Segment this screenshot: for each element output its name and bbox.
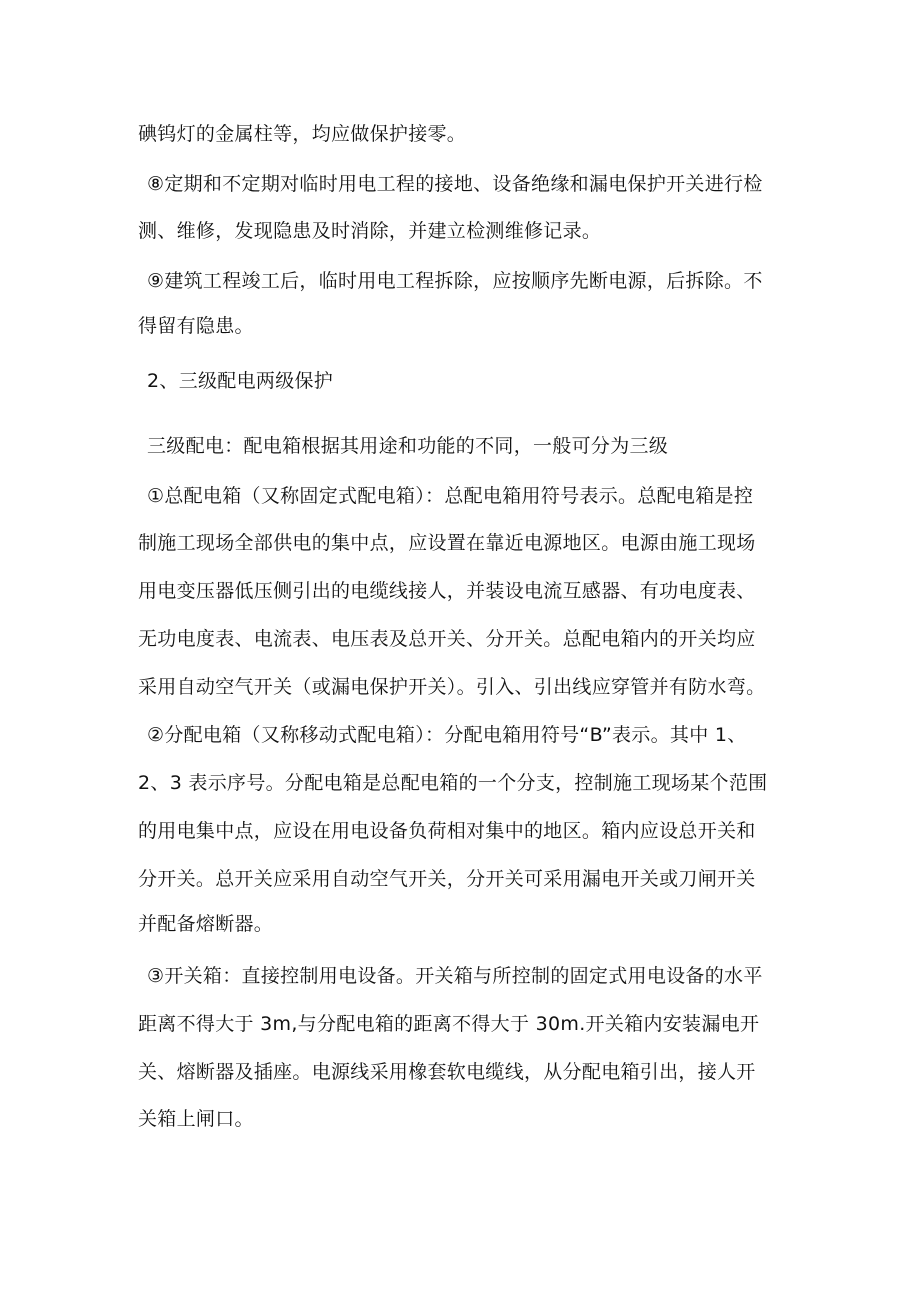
section-heading: 2、三级配电两级保护 bbox=[147, 370, 334, 392]
text-line: 关箱上闸口。 bbox=[138, 1108, 254, 1130]
text-line: 制施工现场全部供电的集中点，应设置在靠近电源地区。电源由施工现场 bbox=[138, 532, 756, 554]
text-line: 用电变压器低压侧引出的电缆线接人，并装设电流互感器、有功电度表、 bbox=[138, 580, 756, 602]
text-line: 2、3 表示序号。分配电箱是总配电箱的一个分支，控制施工现场某个范围 bbox=[138, 772, 768, 794]
text-line: 测、维修，发现隐患及时消除，并建立检测维修记录。 bbox=[138, 220, 602, 242]
text-line: 采用自动空气开关（或漏电保护开关）。引入、引出线应穿管并有防水弯。 bbox=[138, 676, 766, 698]
text-line: ⑧定期和不定期对临时用电工程的接地、设备绝缘和漏电保护开关进行检 bbox=[147, 173, 763, 195]
text-line: 分开关。总开关应采用自动空气开关，分开关可采用漏电开关或刀闸开关 bbox=[138, 868, 756, 890]
text-line: 三级配电：配电箱根据其用途和功能的不同，一般可分为三级 bbox=[147, 435, 669, 457]
text-line: 得留有隐患。 bbox=[138, 315, 254, 337]
text-line: 关、熔断器及插座。电源线采用橡套软电缆线，从分配电箱引出，接人开 bbox=[138, 1061, 756, 1083]
text-line: 无功电度表、电流表、电压表及总开关、分开关。总配电箱内的开关均应 bbox=[138, 628, 756, 650]
text-line: ①总配电箱（又称固定式配电箱）：总配电箱用符号表示。总配电箱是控 bbox=[147, 485, 754, 507]
text-line: 的用电集中点，应设在用电设备负荷相对集中的地区。箱内应设总开关和 bbox=[138, 820, 756, 842]
text-line: 距离不得大于 3m,与分配电箱的距离不得大于 30m.开关箱内安装漏电开 bbox=[138, 1013, 760, 1035]
text-line: ②分配电箱（又称移动式配电箱）：分配电箱用符号“B”表示。其中 1、 bbox=[147, 724, 747, 746]
text-line: ③开关箱：直接控制用电设备。开关箱与所控制的固定式用电设备的水平 bbox=[147, 965, 763, 987]
text-line: 并配备熔断器。 bbox=[138, 913, 274, 935]
text-line: ⑨建筑工程竣工后，临时用电工程拆除，应按顺序先断电源，后拆除。不 bbox=[147, 270, 763, 292]
text-line: 碘钨灯的金属柱等，均应做保护接零。 bbox=[138, 123, 467, 145]
